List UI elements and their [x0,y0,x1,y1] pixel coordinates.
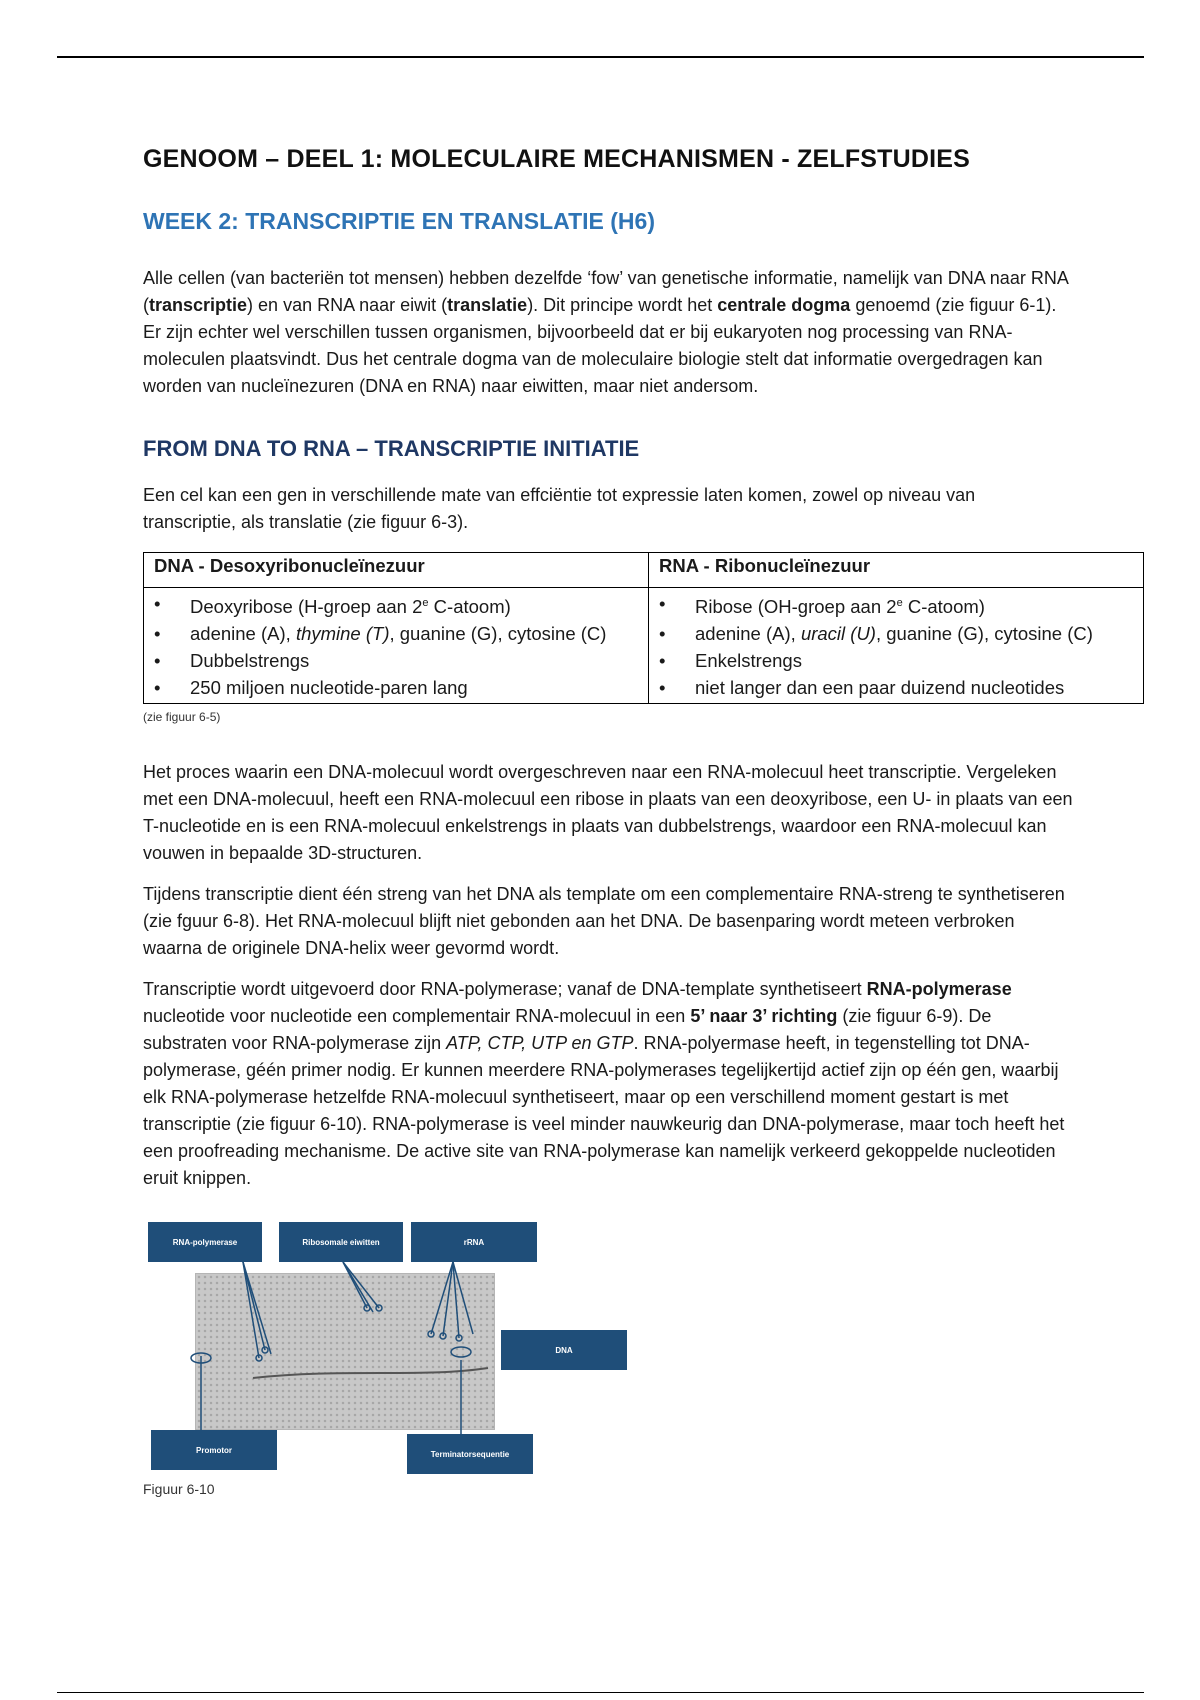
label-promotor: Promotor [151,1430,277,1470]
rna-column-header: RNA - Ribonucleïnezuur [649,553,1144,588]
pointer-line [343,1262,379,1308]
table-caption: (zie figuur 6-5) [143,710,221,725]
footer-rule [57,1692,1144,1693]
dna-properties-cell [144,588,649,704]
transcription-paragraph: Het proces waarin een DNA-molecuul wordt overgeschreven naar een RNA-molecuul heet transcriptie. Vergeleken met een DNA-molecuul, heeft een RNA-molecuul een ribose in plaats van een deoxyribose, een U- in plaats van een T-nucleotide en is een RNA-molecuul enkelstrengs in plaats van dubbelstrengs, waardoor een RNA-molecuul kan vouwen in bepaalde 3D-structuren. [143,762,1073,864]
label-rrna: rRNA [411,1222,537,1262]
rna-polymerase-paragraph: Transcriptie wordt uitgevoerd door RNA-polymerase; vanaf de DNA-template synthetiseert RNA-polymerase nucleotide voor nucleotide een complementair RNA-molecuul in een 5’ naar 3’ richting (zie figuur 6-9). De substraten voor RNA-polymerase zijn ATP, CTP, UTP en GTP. RNA-polyermase heeft, in tegenstelling tot DNA-polymerase, géén primer nodig. Er kunnen meerdere RNA-polymerases tegelijkertijd actief zijn op één gen, waarbij elk RNA-polymerase hetzelfde RNA-molecuul synthetiseert, maar op een verschillend moment gestart is met transcriptie (zie figuur 6-10). RNA-polymerase is veel minder nauwkeurig dan DNA-polymerase, maar toch heeft het een proofreading mechanisme. De active site van RNA-polymerase kan namelijk verkeerd gekoppelde nucleotiden eruit knippen. [143,979,1065,1189]
table-row [144,588,1144,704]
table-header-row [144,553,1144,588]
label-rna-polymerase: RNA-polymerase [148,1222,262,1262]
list-item: • 250 miljoen nucleotide-paren lang [150,674,642,701]
list-item: • Ribose (OH-groep aan 2e C-atoom) [655,590,1137,620]
dna-strand-line [253,1368,488,1378]
figure-6-10 [143,1218,643,1498]
list-item: • Enkelstrengs [655,647,1137,674]
dna-properties-list [150,590,642,701]
page-title: GENOOM – DEEL 1: MOLECULAIRE MECHANISMEN - ZELFSTUDIES [143,145,971,173]
label-terminatorsequentie: Terminatorsequentie [407,1434,533,1474]
pointer-line [343,1262,373,1312]
rna-properties-list [655,590,1137,701]
week-heading: WEEK 2: TRANSCRIPTIE EN TRANSLATIE (H6) [143,208,655,234]
pointer-line [243,1262,271,1354]
pointer-line [243,1262,259,1358]
pointer-line [443,1262,453,1336]
rna-properties-cell [649,588,1144,704]
template-paragraph: Tijdens transcriptie dient één streng van het DNA als template om een complementaire RNA-streng te synthetiseren (zie fguur 6-8). Het RNA-molecuul blijft niet gebonden aan het DNA. De basenparing wordt meteen verbroken waarna de originele DNA-helix weer gevormd wordt. [143,884,1065,959]
label-ribosomale-eiwitten: Ribosomale eiwitten [279,1222,403,1262]
list-item: • adenine (A), thymine (T), guanine (G), cytosine (C) [150,620,642,647]
terminator-marker [451,1347,471,1357]
document-body [143,145,1143,1498]
figure-caption: Figuur 6-10 [143,1481,215,1498]
list-item: • niet langer dan een paar duizend nucleotides [655,674,1137,701]
list-item: • Dubbelstrengs [150,647,642,674]
pointer-line [431,1262,453,1334]
dna-rna-comparison-table [143,552,1144,704]
header-rule [57,56,1144,58]
section-heading: FROM DNA TO RNA – TRANSCRIPTIE INITIATIE [143,436,640,461]
list-item: • adenine (A), uracil (U), guanine (G), cytosine (C) [655,620,1137,647]
intro-paragraph: Alle cellen (van bacteriën tot mensen) hebben dezelfde ‘fow’ van genetische informatie, namelijk van DNA naar RNA (transcriptie) en van RNA naar eiwit (translatie). Dit principe wordt het centrale dogma genoemd (zie figuur 6-1). Er zijn echter wel verschillen tussen organismen, bijvoorbeeld dat er bij eukaryoten nog processing van RNA-moleculen plaatsvindt. Dus het centrale dogma van de moleculaire biologie stelt dat informatie overgedragen kan worden van nucleïnezuren (DNA en RNA) naar eiwitten, maar niet andersom. [143,268,1068,396]
dna-column-header: DNA - Desoxyribonucleïnezuur [144,553,649,588]
label-dna: DNA [501,1330,627,1370]
section-intro-paragraph: Een cel kan een gen in verschillende mate van effciëntie tot expressie laten komen, zowel op niveau van transcriptie, als translatie (zie figuur 6-3). [143,485,976,532]
list-item: • Deoxyribose (H-groep aan 2e C-atoom) [150,590,642,620]
